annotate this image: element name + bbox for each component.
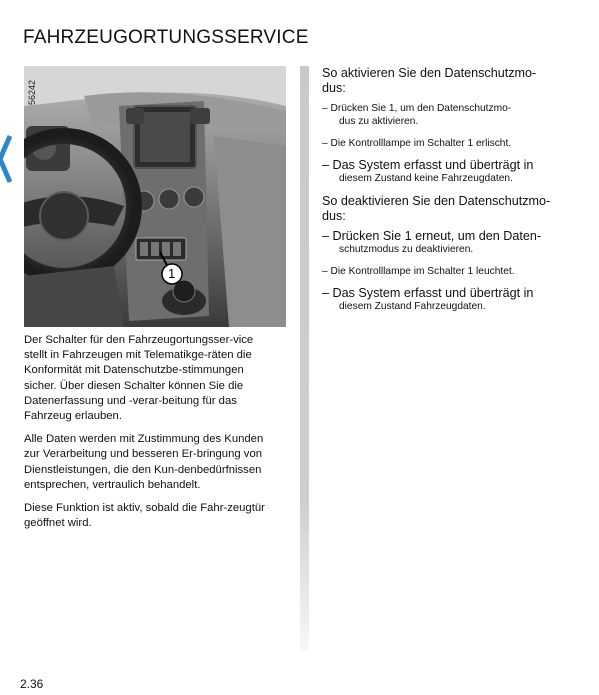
activate-step-1: – Drücken Sie 1, um den Datenschutzmo- dus zu aktivieren. (322, 103, 512, 127)
paragraph-intro: Der Schalter für den Fahrzeugortungsser-vice stellt in Fahrzeugen mit Telematikge-räten die Konformität mit Datenschutzbe-stimmungen sicher. Über diesen Schalter können Sie die Datenerfassung und -verar-beitung für das Fahrzeug erlauben. (24, 334, 254, 423)
right-text-column (322, 66, 572, 322)
deactivate-heading: So deaktivieren Sie den Datenschutzmo- dus: (322, 194, 551, 223)
left-text-column (24, 333, 276, 539)
column-divider (300, 66, 309, 650)
figure-code: 56242 (27, 79, 37, 105)
paragraph-data-privacy: Alle Daten werden mit Zustimmung des Kunden zur Verarbeitung und besseren Er-bringung von Dienstleistungen, die den Kun-denbedürfnissen entsprechen, vertraulich behandelt. (24, 433, 264, 491)
page-number: 2.36 (20, 677, 44, 691)
activate-step-2: – Die Kontrolllampe im Schalter 1 erlischt. (322, 138, 512, 149)
dashboard-photo (24, 66, 286, 327)
activate-step-3: – Das System erfasst und überträgt in diesem Zustand keine Fahrzeugdaten. (322, 158, 534, 184)
deactivate-step-1: – Drücken Sie 1 erneut, um den Daten- schutzmodus zu deaktivieren. (322, 229, 542, 255)
paragraph-active-note: Diese Funktion ist aktiv, sobald die Fahr-zeugtür geöffnet wird. (24, 502, 265, 530)
deactivate-step-2: – Die Kontrolllampe im Schalter 1 leuchtet. (322, 266, 515, 277)
page-title: FAHRZEUGORTUNGSSERVICE (23, 27, 309, 48)
chevron-left-icon[interactable] (0, 134, 12, 189)
deactivate-step-3: – Das System erfasst und überträgt in diesem Zustand Fahrzeugdaten. (322, 286, 534, 312)
activate-heading: So aktivieren Sie den Datenschutzmo- dus: (322, 66, 537, 95)
callout-label: 1 (168, 266, 176, 281)
